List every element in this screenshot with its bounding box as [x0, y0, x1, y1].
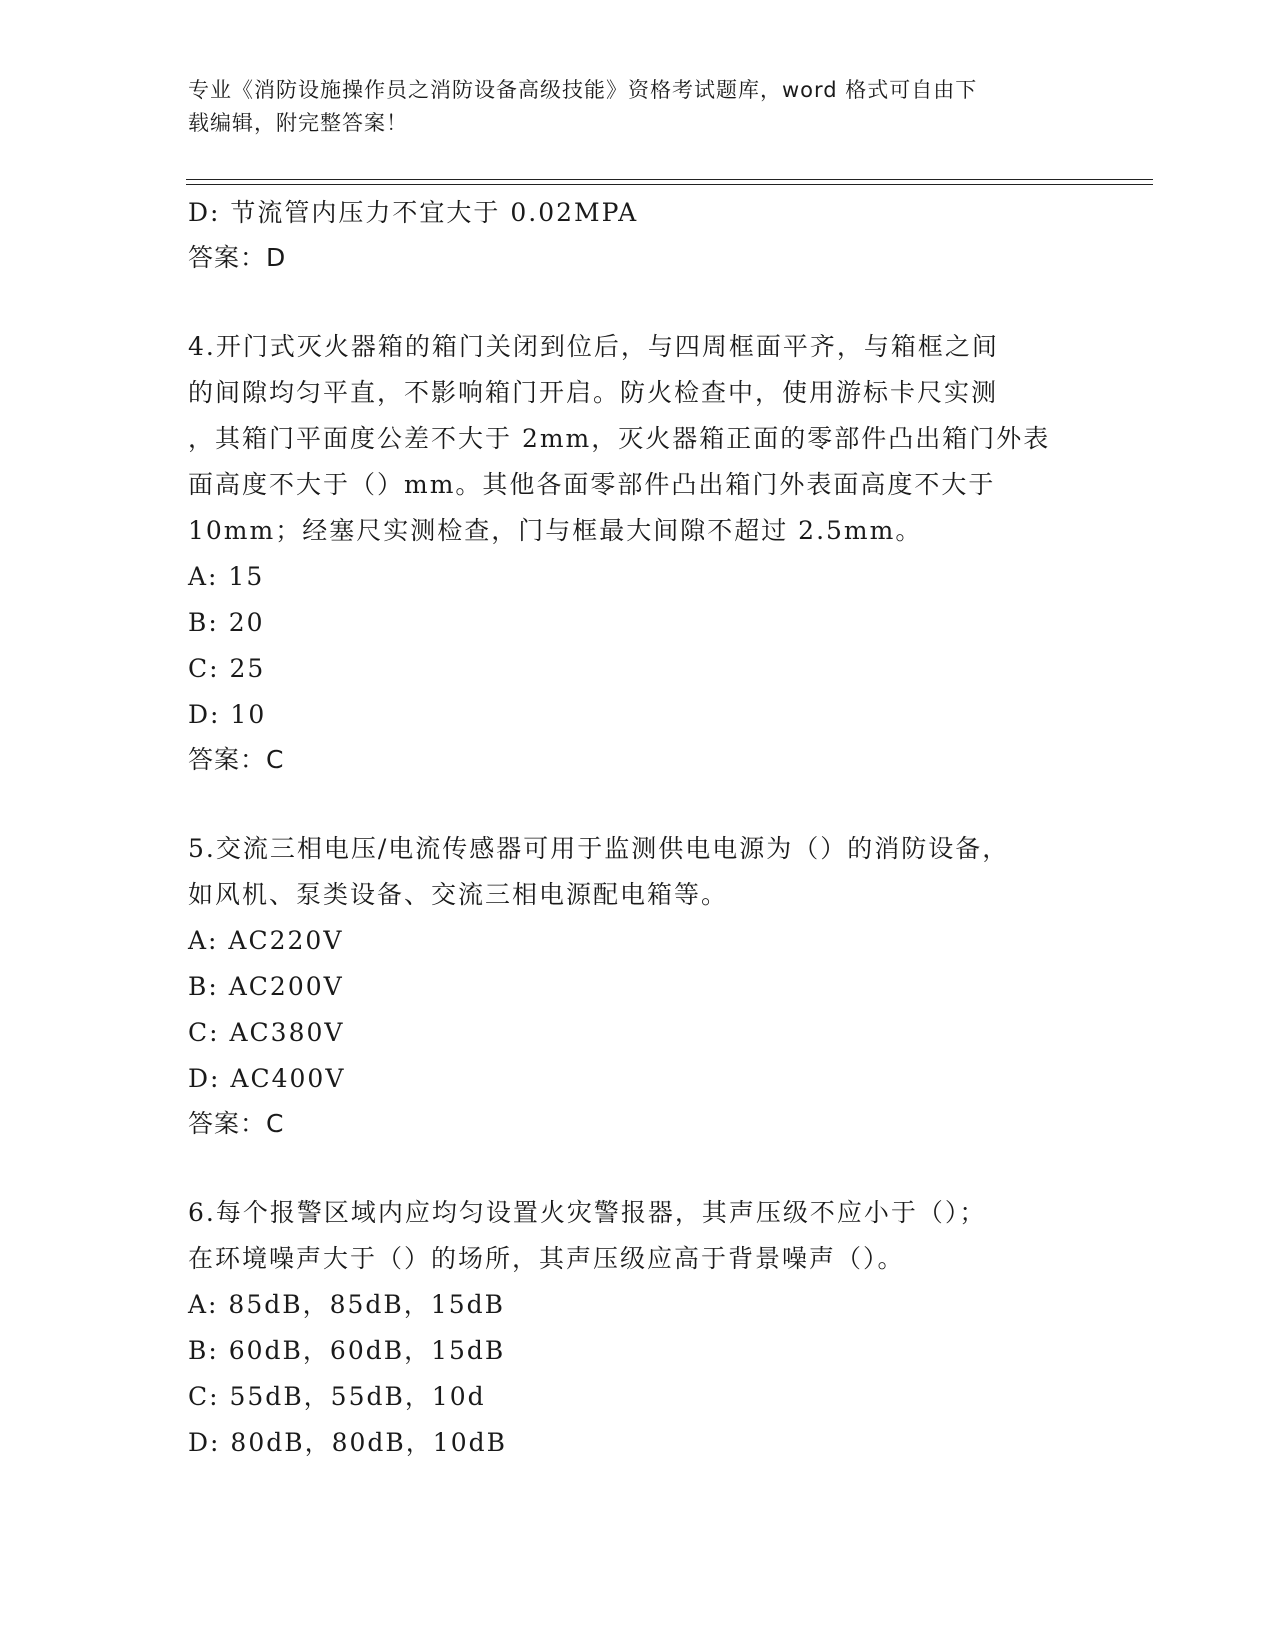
- question-4: [188, 324, 1108, 782]
- header-rule-bottom: [186, 184, 1153, 185]
- question-6: [188, 1190, 1108, 1466]
- q5-stem-line: 5.交流三相电压/电流传感器可用于监测供电电源为（）的消防设备，: [188, 834, 1010, 863]
- q5-option-d: D: AC400V: [188, 1064, 346, 1093]
- q5-option-c: C: AC380V: [188, 1018, 345, 1047]
- q6-stem-line: 6.每个报警区域内应均匀设置火灾警报器，其声压级不应小于（）；: [188, 1198, 987, 1227]
- q4-option-c: C: 25: [188, 654, 266, 683]
- document-header: [188, 74, 1088, 140]
- q4-option-d: D: 10: [188, 700, 267, 729]
- q6-stem-line: 在环境噪声大于（）的场所，其声压级应高于背景噪声（）。: [188, 1244, 905, 1273]
- header-line-2: 载编辑，附完整答案！: [188, 111, 408, 135]
- q3-option-d: D: 节流管内压力不宜大于 0.02MPA: [188, 198, 639, 227]
- q4-stem-line: 10mm；经塞尺实测检查，门与框最大间隙不超过 2.5mm。: [188, 516, 923, 545]
- q4-stem-line: ，其箱门平面度公差不大于 2mm，灭火器箱正面的零部件凸出箱门外表: [188, 424, 1051, 453]
- q5-stem-line: 如风机、泵类设备、交流三相电源配电箱等。: [188, 880, 729, 909]
- q4-option-b: B: 20: [188, 608, 265, 637]
- question-5: [188, 826, 1108, 1146]
- q4-stem-line: 面高度不大于（）mm。其他各面零部件凸出箱门外表面高度不大于: [188, 470, 996, 499]
- q5-answer: 答案：C: [188, 1109, 285, 1138]
- q3-answer: 答案：D: [188, 243, 287, 272]
- q5-option-b: B: AC200V: [188, 972, 344, 1001]
- q4-answer: 答案：C: [188, 745, 285, 774]
- q6-option-d: D: 80dB，80dB，10dB: [188, 1428, 507, 1457]
- q6-option-c: C: 55dB，55dB，10d: [188, 1382, 486, 1411]
- question-content: [188, 190, 1108, 1466]
- q6-option-a: A: 85dB，85dB，15dB: [188, 1290, 505, 1319]
- q4-option-a: A: 15: [188, 562, 265, 591]
- q6-option-b: B: 60dB，60dB，15dB: [188, 1336, 506, 1365]
- q4-stem-line: 的间隙均匀平直，不影响箱门开启。防火检查中，使用游标卡尺实测: [188, 378, 999, 407]
- q5-option-a: A: AC220V: [188, 926, 344, 955]
- q4-stem-line: 4.开门式灭火器箱的箱门关闭到位后，与四周框面平齐，与箱框之间: [188, 332, 999, 361]
- header-line-1: 专业《消防设施操作员之消防设备高级技能》资格考试题库，word 格式可自由下: [188, 78, 978, 102]
- header-rule-top: [186, 179, 1153, 180]
